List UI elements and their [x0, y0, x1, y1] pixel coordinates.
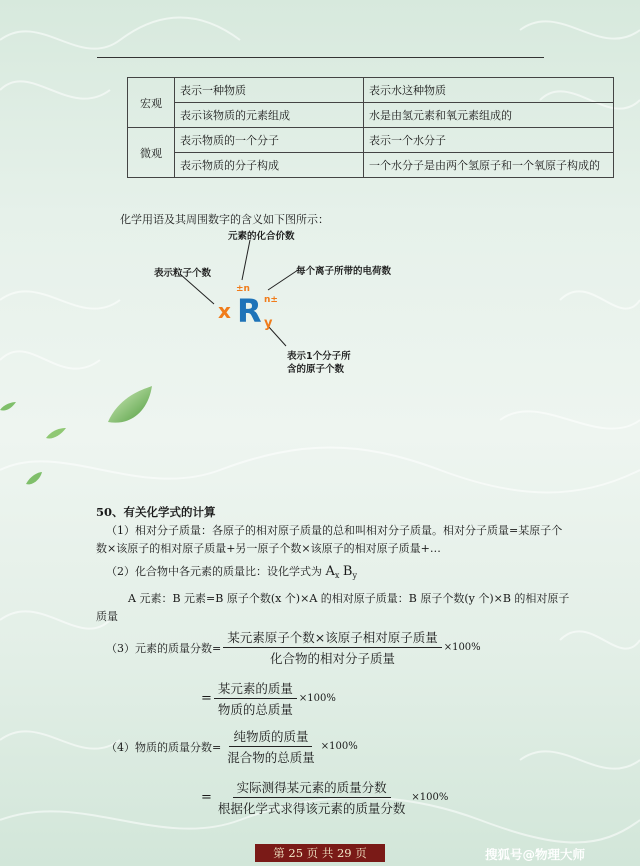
item4-label: （4）物质的质量分数= [106, 740, 222, 754]
section-title: 50、有关化学式的计算 [96, 505, 216, 519]
diagram-intro-text: 化学用语及其周围数字的含义如下图所示： [120, 213, 329, 226]
equals-sign: = [201, 691, 212, 706]
substance-mass-fraction-alt [201, 778, 448, 817]
formula-b: B [342, 564, 353, 579]
fraction [223, 628, 441, 667]
symbol-subscript-y: y [264, 316, 273, 331]
element-mass-fraction-formula [106, 628, 481, 667]
substance-mass-fraction-formula [106, 727, 358, 766]
table-cell: 表示该物质的元素组成 [175, 103, 364, 128]
fraction [214, 778, 410, 817]
table-row [128, 128, 614, 153]
table-cell: 表示一个水分子 [364, 128, 614, 153]
page-number-footer: 第 25 页 共 29 页 [255, 844, 385, 862]
fraction-denominator: 物质的总质量 [217, 702, 293, 717]
label-particle-count: 表示粒子个数 [154, 268, 212, 279]
paragraph-mass-ratio [106, 563, 357, 580]
fraction-denominator: 混合物的总质量 [227, 750, 315, 765]
fraction-numerator: 某元素的质量 [214, 679, 297, 699]
formula-y: y [352, 571, 357, 581]
fraction-denominator: 根据化学式求得该元素的质量分数 [217, 801, 406, 816]
ratio-line1: A 元素：B 元素=B 原子个数(x 个)×A 的相对原子质量：B 原子个数(y 个)×B 的相对原子 [128, 592, 570, 605]
paragraph-relative-mass-line1: （1）相对分子质量：各原子的相对原子质量的总和叫相对分子质量。相对分子质量=某原子个 [106, 524, 563, 537]
leaf-decoration [0, 380, 160, 500]
table-group-cell: 宏观 [128, 78, 175, 128]
element-mass-fraction-simplified [201, 679, 336, 718]
paragraph-relative-mass-line2: 数×该原子的相对原子质量+另一原子个数×该原子的相对原子质量+… [96, 542, 441, 555]
fraction-numerator: 纯物质的质量 [229, 727, 312, 747]
mass-ratio-text: （2）化合物中各元素的质量比：设化学式为 [106, 565, 322, 578]
equals-sign: = [201, 790, 212, 805]
table-cell: 一个水分子是由两个氢原子和一个氧原子构成的 [364, 153, 614, 178]
label-ion-charge: 每个离子所带的电荷数 [296, 266, 392, 277]
symbol-valence: ±n [236, 284, 250, 294]
chemical-symbol-diagram [140, 222, 440, 382]
table-row [128, 78, 614, 103]
watermark: 搜狐号@物理大师 [485, 847, 586, 862]
fraction [214, 679, 297, 718]
formula-a: A [325, 564, 335, 579]
table-group-cell: 微观 [128, 128, 175, 178]
symbol-charge: n± [264, 295, 278, 305]
fraction-denominator: 化合物的相对分子质量 [269, 651, 395, 666]
fraction-numerator: 某元素原子个数×该原子相对原子质量 [223, 628, 441, 648]
table-cell: 表示水这种物质 [364, 78, 614, 103]
formula-meaning-table [127, 77, 614, 178]
symbol-coefficient-x: x [218, 299, 231, 323]
percent-factor: ×100% [443, 642, 481, 653]
item3-label: （3）元素的质量分数= [106, 641, 222, 655]
table-cell: 表示一种物质 [175, 78, 364, 103]
fraction [223, 727, 319, 766]
fraction-numerator: 实际测得某元素的质量分数 [233, 778, 391, 798]
table-row [128, 153, 614, 178]
label-atom-count-line2: 含的原子个数 [287, 364, 345, 375]
percent-factor: ×100% [298, 693, 336, 704]
label-atom-count-line1: 表示1个分子所 [287, 351, 351, 362]
table-cell: 表示物质的分子构成 [175, 153, 364, 178]
table-cell: 水是由氢元素和氧元素组成的 [364, 103, 614, 128]
ratio-line2: 质量 [96, 610, 118, 623]
percent-factor: ×100% [320, 741, 358, 752]
header-rule [97, 57, 544, 58]
table-cell: 表示物质的一个分子 [175, 128, 364, 153]
formula-x: x [334, 571, 340, 581]
percent-factor: ×100% [411, 792, 449, 803]
table-row [128, 103, 614, 128]
symbol-element-r: R [237, 292, 262, 330]
label-valence: 元素的化合价数 [228, 231, 295, 242]
